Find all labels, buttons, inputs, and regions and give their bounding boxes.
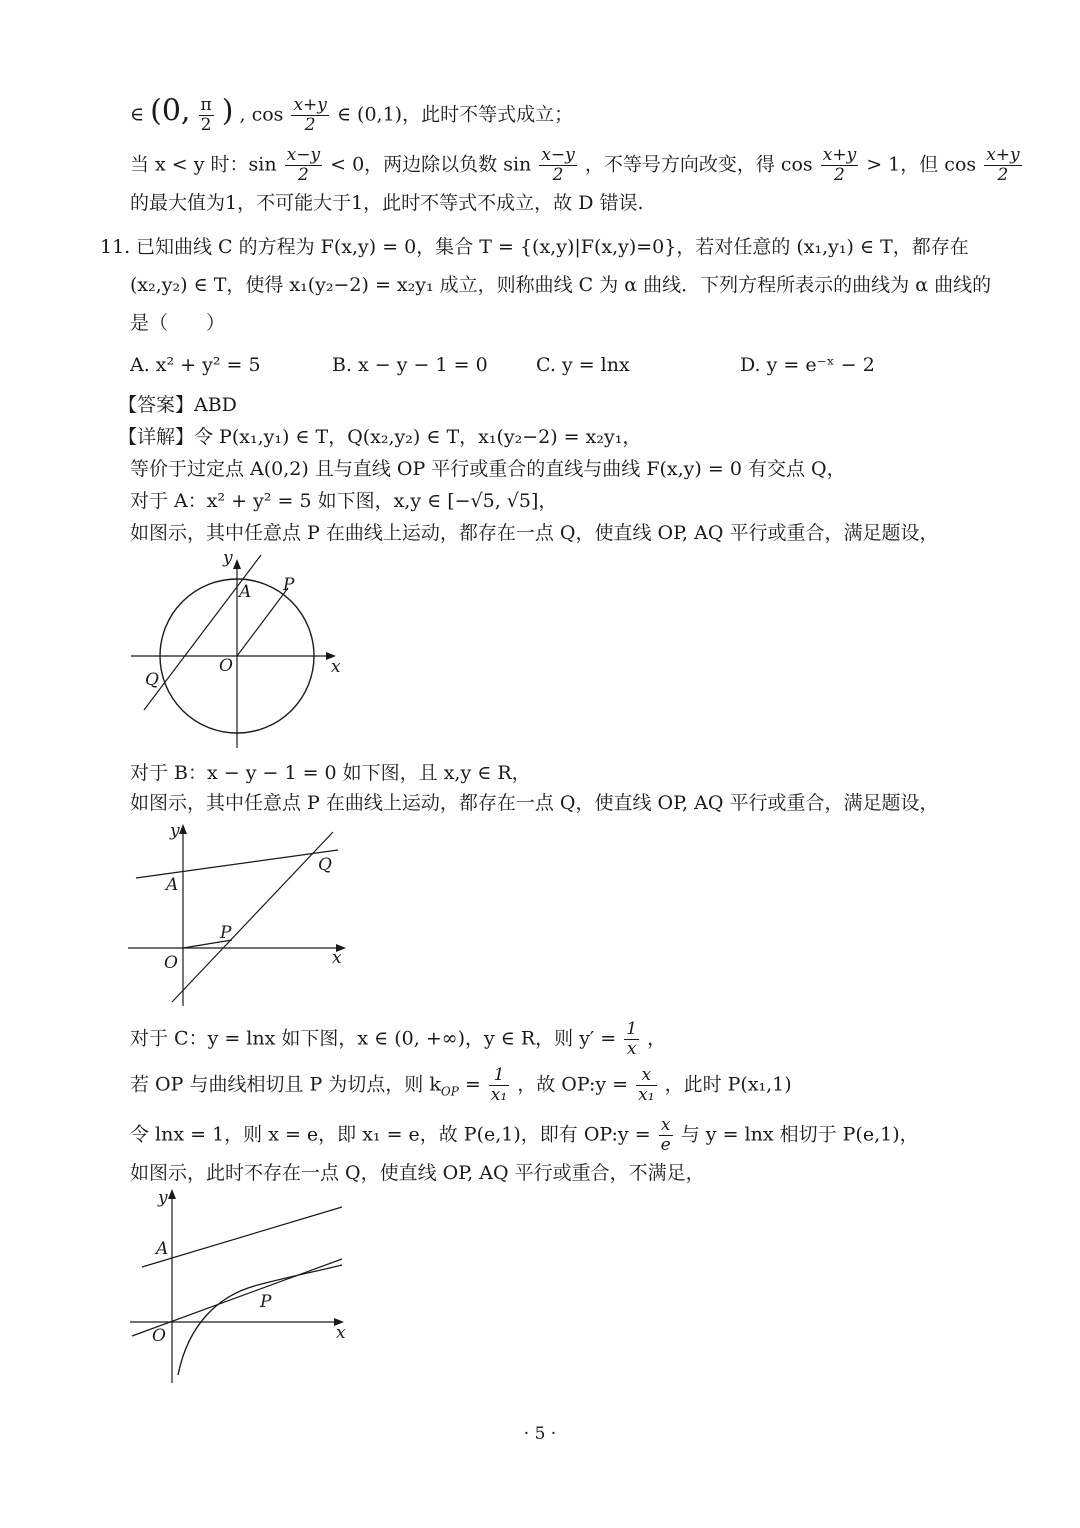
detail-line-6: 如图示，其中任意点 P 在曲线上运动，都存在一点 Q，使直线 OP, AQ 平行或重合，满足题设， <box>130 792 939 814</box>
den: x₁ <box>638 1085 655 1105</box>
line-aq <box>144 555 261 710</box>
den: x <box>626 1039 637 1059</box>
label-o: O <box>152 1326 166 1346</box>
label-y: y <box>158 1188 168 1208</box>
detail-line-4: 如图示，其中任意点 P 在曲线上运动，都存在一点 Q，使直线 OP, AQ 平行或重合，满足题设， <box>130 522 939 544</box>
den: 2 <box>552 165 564 185</box>
fraction <box>539 146 576 185</box>
label-p: P <box>283 575 295 595</box>
option-d: D. y = e⁻ˣ − 2 <box>740 354 875 376</box>
fraction <box>984 146 1021 185</box>
num: x−y <box>286 145 321 165</box>
num: x <box>659 1116 673 1136</box>
ln-curve <box>178 1265 342 1375</box>
tangent-line-op <box>132 1259 342 1336</box>
text: 与 y = lnx 相切于 P(e,1)， <box>680 1123 919 1146</box>
text: ， <box>647 1027 667 1050</box>
text: ，此时 P(x₁,1) <box>664 1073 792 1096</box>
figure-a-svg <box>125 545 355 750</box>
text: ，故 OP:y = <box>517 1073 629 1096</box>
y-axis-arrow <box>233 559 241 569</box>
figure-a-circle <box>125 545 355 750</box>
question-line-1: 已知曲线 C 的方程为 F(x,y) = 0，集合 T = {(x,y)|F(x,y)=0}，若对任意的 (x₁,y₁) ∈ T，都存在 <box>136 236 969 258</box>
detail-line-9 <box>130 1116 919 1155</box>
question-number: 11. <box>100 236 131 258</box>
num: x <box>636 1066 656 1086</box>
option-c: C. y = lnx <box>536 354 630 376</box>
label-p: P <box>220 923 232 943</box>
detail-line-8 <box>130 1066 792 1105</box>
fraction <box>821 146 858 185</box>
num: x+y <box>986 145 1020 165</box>
detail-line-10: 如图示，此时不存在一点 Q，使直线 OP, AQ 平行或重合，不满足， <box>130 1162 705 1184</box>
num: π <box>200 95 212 115</box>
fraction <box>636 1066 656 1105</box>
text: ∈ (0,1)，此时不等式成立； <box>336 103 574 126</box>
subscript: OP <box>440 1084 459 1099</box>
fraction <box>291 96 328 135</box>
fraction <box>489 1066 509 1105</box>
question-line-2: (x₂,y₂) ∈ T，使得 x₁(y₂−2) = x₂y₁ 成立，则称曲线 C 为 α 曲线．下列方程所表示的曲线为 α 曲线的 <box>130 274 992 296</box>
detail-line-3: 对于 A：x² + y² = 5 如下图，x,y ∈ [−√5, √5]， <box>130 490 558 512</box>
text: ，不等号方向改变，得 cos <box>584 153 813 176</box>
label-y: y <box>170 821 180 841</box>
question-line-3: 是（ ） <box>130 312 226 334</box>
option-b: B. x − y − 1 = 0 <box>332 354 488 376</box>
label-x: x <box>331 657 341 677</box>
answer: 【答案】ABD <box>118 394 237 416</box>
den: 2 <box>200 115 212 135</box>
text: < 0，两边除以负数 sin <box>330 153 532 176</box>
num: x−y <box>541 145 575 165</box>
label-x: x <box>336 1323 346 1343</box>
y-axis-arrow <box>179 824 187 834</box>
top-line-1 <box>130 93 574 135</box>
line-aq <box>136 850 338 878</box>
figure-c-svg <box>128 1185 358 1385</box>
interval-open: (0, <box>150 93 191 129</box>
label-a: A <box>156 1239 169 1259</box>
figure-c-ln <box>128 1185 358 1385</box>
y-axis-arrow <box>168 1189 176 1199</box>
fraction <box>285 146 322 185</box>
den: 2 <box>834 165 845 185</box>
option-a: A. x² + y² = 5 <box>130 354 261 376</box>
label-q: Q <box>145 670 159 690</box>
label-y: y <box>223 548 233 568</box>
figure-b-line <box>128 818 358 1008</box>
den: 2 <box>297 165 309 185</box>
page-number: · 5 · <box>523 1424 557 1444</box>
num: 1 <box>489 1066 509 1086</box>
label-q: Q <box>318 855 332 875</box>
text: 当 x < y 时：sin <box>130 153 277 176</box>
detail-line-5: 对于 B：x − y − 1 = 0 如下图，且 x,y ∈ R， <box>130 762 531 784</box>
detail-line-1: 【详解】令 P(x₁,y₁) ∈ T，Q(x₂,y₂) ∈ T，x₁(y₂−2) = x₂y₁， <box>118 426 642 448</box>
label-a: A <box>239 582 252 602</box>
fraction <box>659 1116 673 1155</box>
detail-line-7 <box>130 1020 666 1059</box>
text: 对于 C：y = lnx 如下图，x ∈ (0, +∞)，y ∈ R，则 y′ = <box>130 1027 617 1050</box>
den: e <box>660 1135 671 1155</box>
label-o: O <box>164 953 178 973</box>
text: , cos <box>239 103 284 126</box>
num: x+y <box>293 95 327 115</box>
den: x₁ <box>490 1085 508 1105</box>
detail-line-2: 等价于过定点 A(0,2) 且与直线 OP 平行或重合的直线与曲线 F(x,y) = 0 有交点 Q， <box>130 458 846 480</box>
text: = <box>458 1073 481 1096</box>
fraction-pi-over-2 <box>199 96 214 135</box>
interval-close: ) <box>221 93 234 129</box>
top-line-3: 的最大值为1，不可能大于1，此时不等式不成立，故 D 错误. <box>130 192 644 214</box>
line-curve <box>172 832 333 1002</box>
label-o: O <box>219 656 233 676</box>
text: 若 OP 与曲线相切且 P 为切点，则 k <box>130 1073 441 1096</box>
top-line-2 <box>130 146 1024 185</box>
den: 2 <box>997 165 1009 185</box>
num: x+y <box>822 145 857 165</box>
text: 令 lnx = 1，则 x = e，即 x₁ = e，故 P(e,1)，即有 OP:y = <box>130 1123 651 1146</box>
label-p: P <box>260 1292 272 1312</box>
text: ∈ <box>130 103 145 126</box>
fraction <box>624 1020 639 1059</box>
text: > 1，但 cos <box>866 153 977 176</box>
label-x: x <box>332 948 342 968</box>
label-a: A <box>166 875 179 895</box>
den: 2 <box>304 115 316 135</box>
figure-b-svg <box>128 818 358 1008</box>
num: 1 <box>626 1019 638 1039</box>
